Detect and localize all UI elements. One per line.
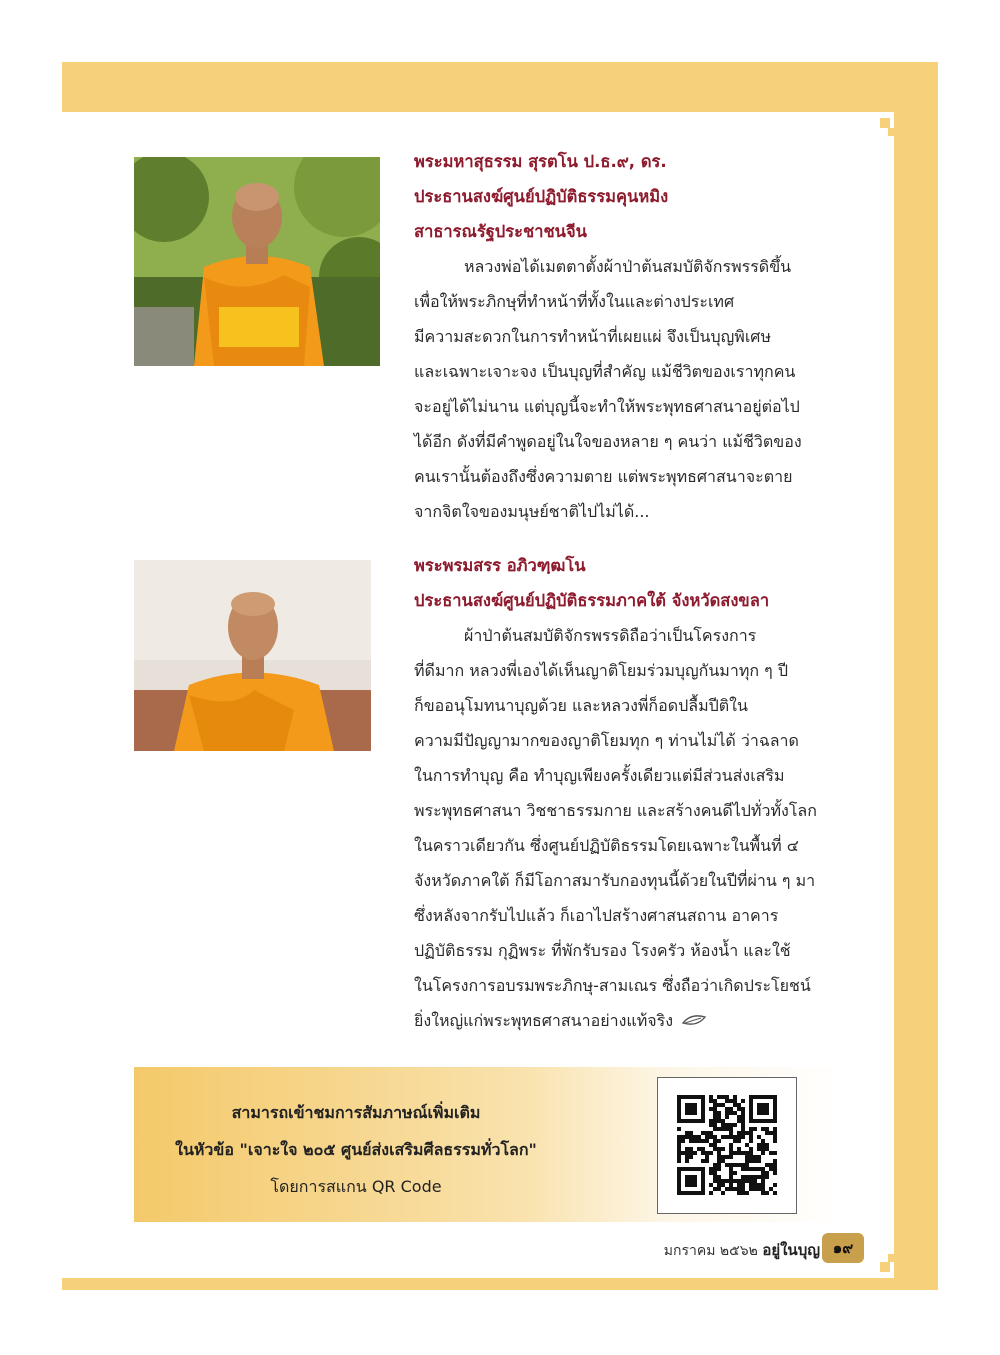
- para-line: ก็ขออนุโมทนาบุญด้วย และหลวงพี่ก็อดปลื้มปีติใน: [414, 696, 748, 715]
- heading-line: ประธานสงฆ์ศูนย์ปฏิบัติธรรมคุนหมิง: [414, 187, 669, 206]
- corner-ornament: [880, 118, 890, 128]
- para-line: ในคราวเดียวกัน ซึ่งศูนย์ปฏิบัติธรรมโดยเฉพาะในพื้นที่ ๔: [414, 836, 799, 855]
- profile-1: [414, 144, 842, 529]
- top-decorative-band: [62, 62, 938, 112]
- para-line: หลวงพ่อได้เมตตาตั้งผ้าป่าต้นสมบัติจักรพรรดิขึ้น: [464, 257, 792, 276]
- corner-ornament: [888, 1254, 896, 1262]
- para-line: จะอยู่ได้ไม่นาน แต่บุญนี้จะทำให้พระพุทธศาสนาอยู่ต่อไป: [414, 397, 800, 416]
- qr-text-line: โดยการสแกน QR Code: [270, 1177, 442, 1196]
- para-line: ความมีปัญญามากของญาติโยมทุก ๆ ท่านไม่ได้ ว่าฉลาด: [414, 731, 799, 750]
- profile-2-paragraph: [414, 618, 842, 1039]
- para-line: มีความสะดวกในการทำหน้าที่เผยแผ่ จึงเป็นบุญพิเศษ: [414, 327, 771, 346]
- bottom-decorative-band: [62, 1278, 938, 1290]
- para-line: ได้อีก ดังที่มีคำพูดอยู่ในใจของหลาย ๆ คนว่า แม้ชีวิตของ: [414, 432, 802, 451]
- corner-ornament: [888, 128, 896, 136]
- profile-1-paragraph: [414, 249, 842, 529]
- qr-info-text: [140, 1094, 572, 1205]
- footer-magazine: อยู่ในบุญ: [762, 1241, 820, 1259]
- para-line: ผ้าป่าต้นสมบัติจักรพรรดิถือว่าเป็นโครงการ: [464, 626, 757, 645]
- right-decorative-band: [894, 112, 938, 1282]
- qr-code[interactable]: [657, 1077, 797, 1214]
- qr-code-icon: [658, 1078, 796, 1213]
- heading-line: พระพรมสรร อภิวฑฺฒโน: [414, 556, 586, 575]
- para-line: ซึ่งหลังจากรับไปแล้ว ก็เอาไปสร้างศาสนสถาน อาคาร: [414, 906, 779, 925]
- monk-photo-2: [134, 560, 371, 751]
- qr-text-line: สามารถเข้าชมการสัมภาษณ์เพิ่มเติม: [231, 1103, 481, 1122]
- heading-line: ประธานสงฆ์ศูนย์ปฏิบัติธรรมภาคใต้ จังหวัดสงขลา: [414, 591, 770, 610]
- heading-line: สาธารณรัฐประชาชนจีน: [414, 222, 587, 241]
- monk-photo-1: [134, 157, 380, 366]
- para-line: ในการทำบุญ คือ ทำบุญเพียงครั้งเดียวแต่มีส่วนส่งเสริม: [414, 766, 785, 785]
- profile-1-heading: [414, 144, 842, 249]
- corner-ornament: [880, 1262, 890, 1272]
- footer-issue: [664, 1238, 820, 1262]
- para-line: [414, 1003, 842, 1039]
- para-line: ปฏิบัติธรรม กุฏิพระ ที่พักรับรอง โรงครัว ห้องน้ำ และใช้: [414, 941, 791, 960]
- qr-text-line: ในหัวข้อ "เจาะใจ ๒๐๕ ศูนย์ส่งเสริมศีลธรรมทั่วโลก": [175, 1140, 537, 1159]
- para-line: จากจิตใจของมนุษย์ชาติไปไม่ได้...: [414, 502, 650, 521]
- para-line: พระพุทธศาสนา วิชชาธรรมกาย และสร้างคนดีไปทั่วทั้งโลก: [414, 801, 817, 820]
- footer-date: มกราคม ๒๕๖๒: [663, 1243, 758, 1259]
- para-line-text: ยิ่งใหญ่แก่พระพุทธศาสนาอย่างแท้จริง: [414, 1011, 674, 1030]
- para-line: ในโครงการอบรมพระภิกษุ-สามเณร ซึ่งถือว่าเกิดประโยชน์: [414, 976, 811, 995]
- para-line: และเฉพาะเจาะจง เป็นบุญที่สำคัญ แม้ชีวิตของเราทุกคน: [414, 362, 796, 381]
- leaf-end-mark-icon: [681, 1004, 707, 1039]
- para-line: ที่ดีมาก หลวงพี่เองได้เห็นญาติโยมร่วมบุญกันมาทุก ๆ ปี: [414, 661, 788, 680]
- para-line: คนเรานั้นต้องถึงซึ่งความตาย แต่พระพุทธศาสนาจะตาย: [414, 467, 793, 486]
- page-number: ๑๙: [822, 1233, 864, 1263]
- heading-line: พระมหาสุธรรม สุรตโน ป.ธ.๙, ดร.: [414, 152, 667, 171]
- profile-2-heading: [414, 548, 842, 618]
- profile-2: [414, 548, 842, 1039]
- para-line: เพื่อให้พระภิกษุที่ทำหน้าที่ทั้งในและต่างประเทศ: [414, 292, 735, 311]
- para-line: จังหวัดภาคใต้ ก็มีโอกาสมารับกองทุนนี้ด้วยในปีที่ผ่าน ๆ มา: [414, 871, 816, 890]
